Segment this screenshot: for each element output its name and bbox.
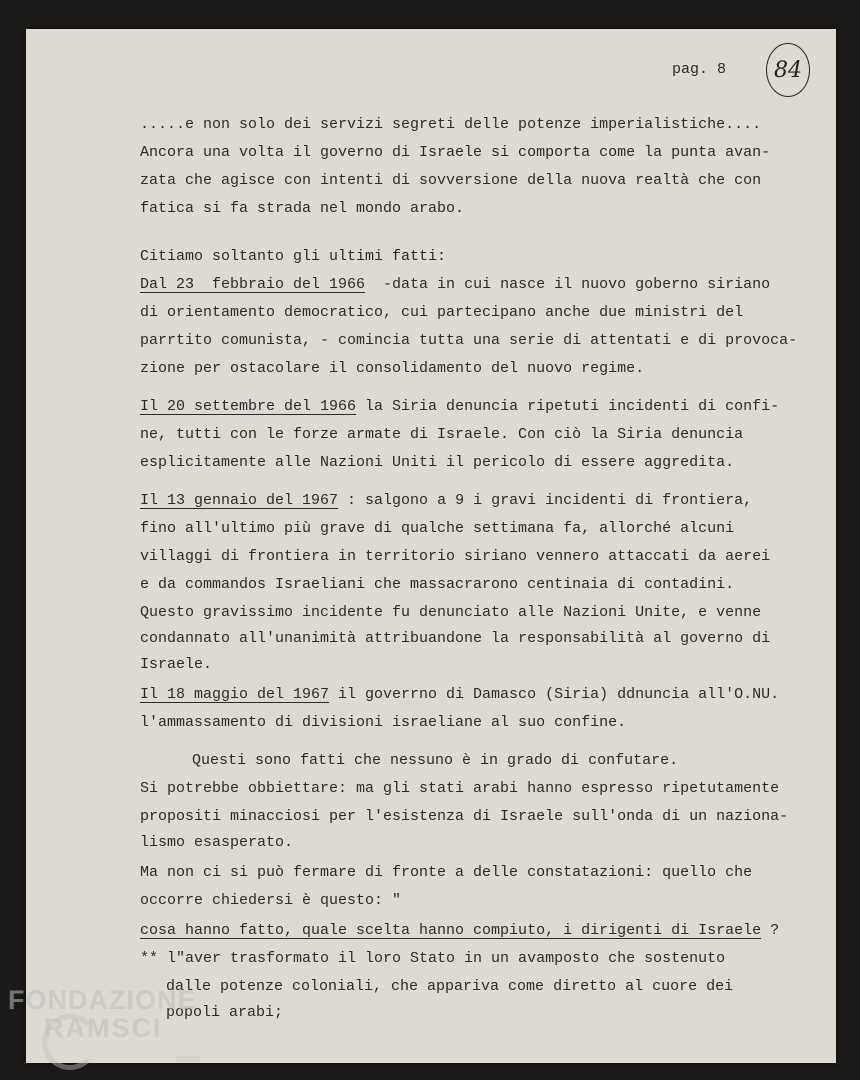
watermark-line-3: onlus — [176, 1054, 200, 1065]
document-page — [26, 29, 836, 1063]
text-line: Dal 23 febbraio del 1966 -data in cui nasce il nuovo goberno siriano — [140, 276, 771, 293]
text-line: e da commandos Israeliani che massacrarono centinaia di contadini. — [140, 576, 735, 593]
text-line: lismo esasperato. — [140, 834, 294, 851]
text-line: fatica si fa strada nel mondo arabo. — [140, 200, 465, 217]
text-line: di orientamento democratico, cui partecipano anche due ministri del — [140, 304, 744, 321]
text-line: Si potrebbe obbiettare: ma gli stati arabi hanno espresso ripetutamente — [140, 780, 780, 797]
text-line: Ancora una volta il governo di Israele si comporta come la punta avan- — [140, 144, 771, 161]
text-line: Il 20 settembre del 1966 la Siria denuncia ripetuti incidenti di confi- — [140, 398, 780, 415]
text-line: fino all'ultimo più grave di qualche settimana fa, allorché alcuni — [140, 520, 735, 537]
text-line: ** l"aver trasformato il loro Stato in un avamposto che sostenuto — [140, 950, 726, 967]
text-line: ne, tutti con le forze armate di Israele. Con ciò la Siria denuncia — [140, 426, 744, 443]
text-line: cosa hanno fatto, quale scelta hanno compiuto, i dirigenti di Israele ? — [140, 922, 780, 939]
text-line: Il 13 gennaio del 1967 : salgono a 9 i gravi incidenti di frontiera, — [140, 492, 753, 509]
text-line: esplicitamente alle Nazioni Uniti il pericolo di essere aggredita. — [140, 454, 735, 471]
page-number: pag. 8 — [672, 61, 727, 78]
text-line: parrtito comunista, - comincia tutta una serie di attentati e di provoca- — [140, 332, 798, 349]
underlined-date: Dal 23 febbraio del 1966 — [140, 276, 366, 293]
text-line: .....e non solo dei servizi segreti delle potenze imperialistiche.... — [140, 116, 762, 133]
watermark-line-1: FONDAZIONE — [8, 985, 197, 1015]
text-line: villaggi di frontiera in territorio siriano vennero attaccati da aerei — [140, 548, 771, 565]
text-line: popoli arabi; — [166, 1004, 284, 1021]
text-line: occorre chiedersi è questo: " — [140, 892, 402, 909]
fondazione-gramsci-watermark — [8, 985, 200, 1065]
text-line: propositi minacciosi per l'esistenza di Israele sull'onda di un naziona- — [140, 808, 789, 825]
underlined-date: Il 20 settembre del 1966 — [140, 398, 357, 415]
underlined-date: Il 13 gennaio del 1967 — [140, 492, 339, 509]
text-line: condannato all'unanimità attribuandone la responsabilità al governo di — [140, 630, 771, 647]
watermark-line-2: RAMSCI — [44, 1013, 163, 1043]
text-line: Questo gravissimo incidente fu denunciato alle Nazioni Unite, e venne — [140, 604, 762, 621]
text-line: Questi sono fatti che nessuno è in grado di confutare. — [192, 752, 679, 769]
text-line: Ma non ci si può fermare di fronte a delle constatazioni: quello che — [140, 864, 753, 881]
text-line: Il 18 maggio del 1967 il goverrno di Damasco (Siria) ddnuncia all'O.NU. — [140, 686, 780, 703]
gramsci-g-logo-icon — [42, 1014, 98, 1070]
text-line: zione per ostacolare il consolidamento del nuovo regime. — [140, 360, 645, 377]
handwritten-folio-number: 84 — [766, 43, 810, 97]
text-line: Israele. — [140, 656, 213, 673]
text-line: Citiamo soltanto gli ultimi fatti: — [140, 248, 447, 265]
underlined-question: cosa hanno fatto, quale scelta hanno compiuto, i dirigenti di Israele — [140, 922, 762, 939]
underlined-date: Il 18 maggio del 1967 — [140, 686, 330, 703]
text-line: l'ammassamento di divisioni israeliane al suo confine. — [140, 714, 627, 731]
text-line: dalle potenze coloniali, che appariva come diretto al cuore dei — [166, 978, 734, 995]
text-line: zata che agisce con intenti di sovversione della nuova realtà che con — [140, 172, 762, 189]
